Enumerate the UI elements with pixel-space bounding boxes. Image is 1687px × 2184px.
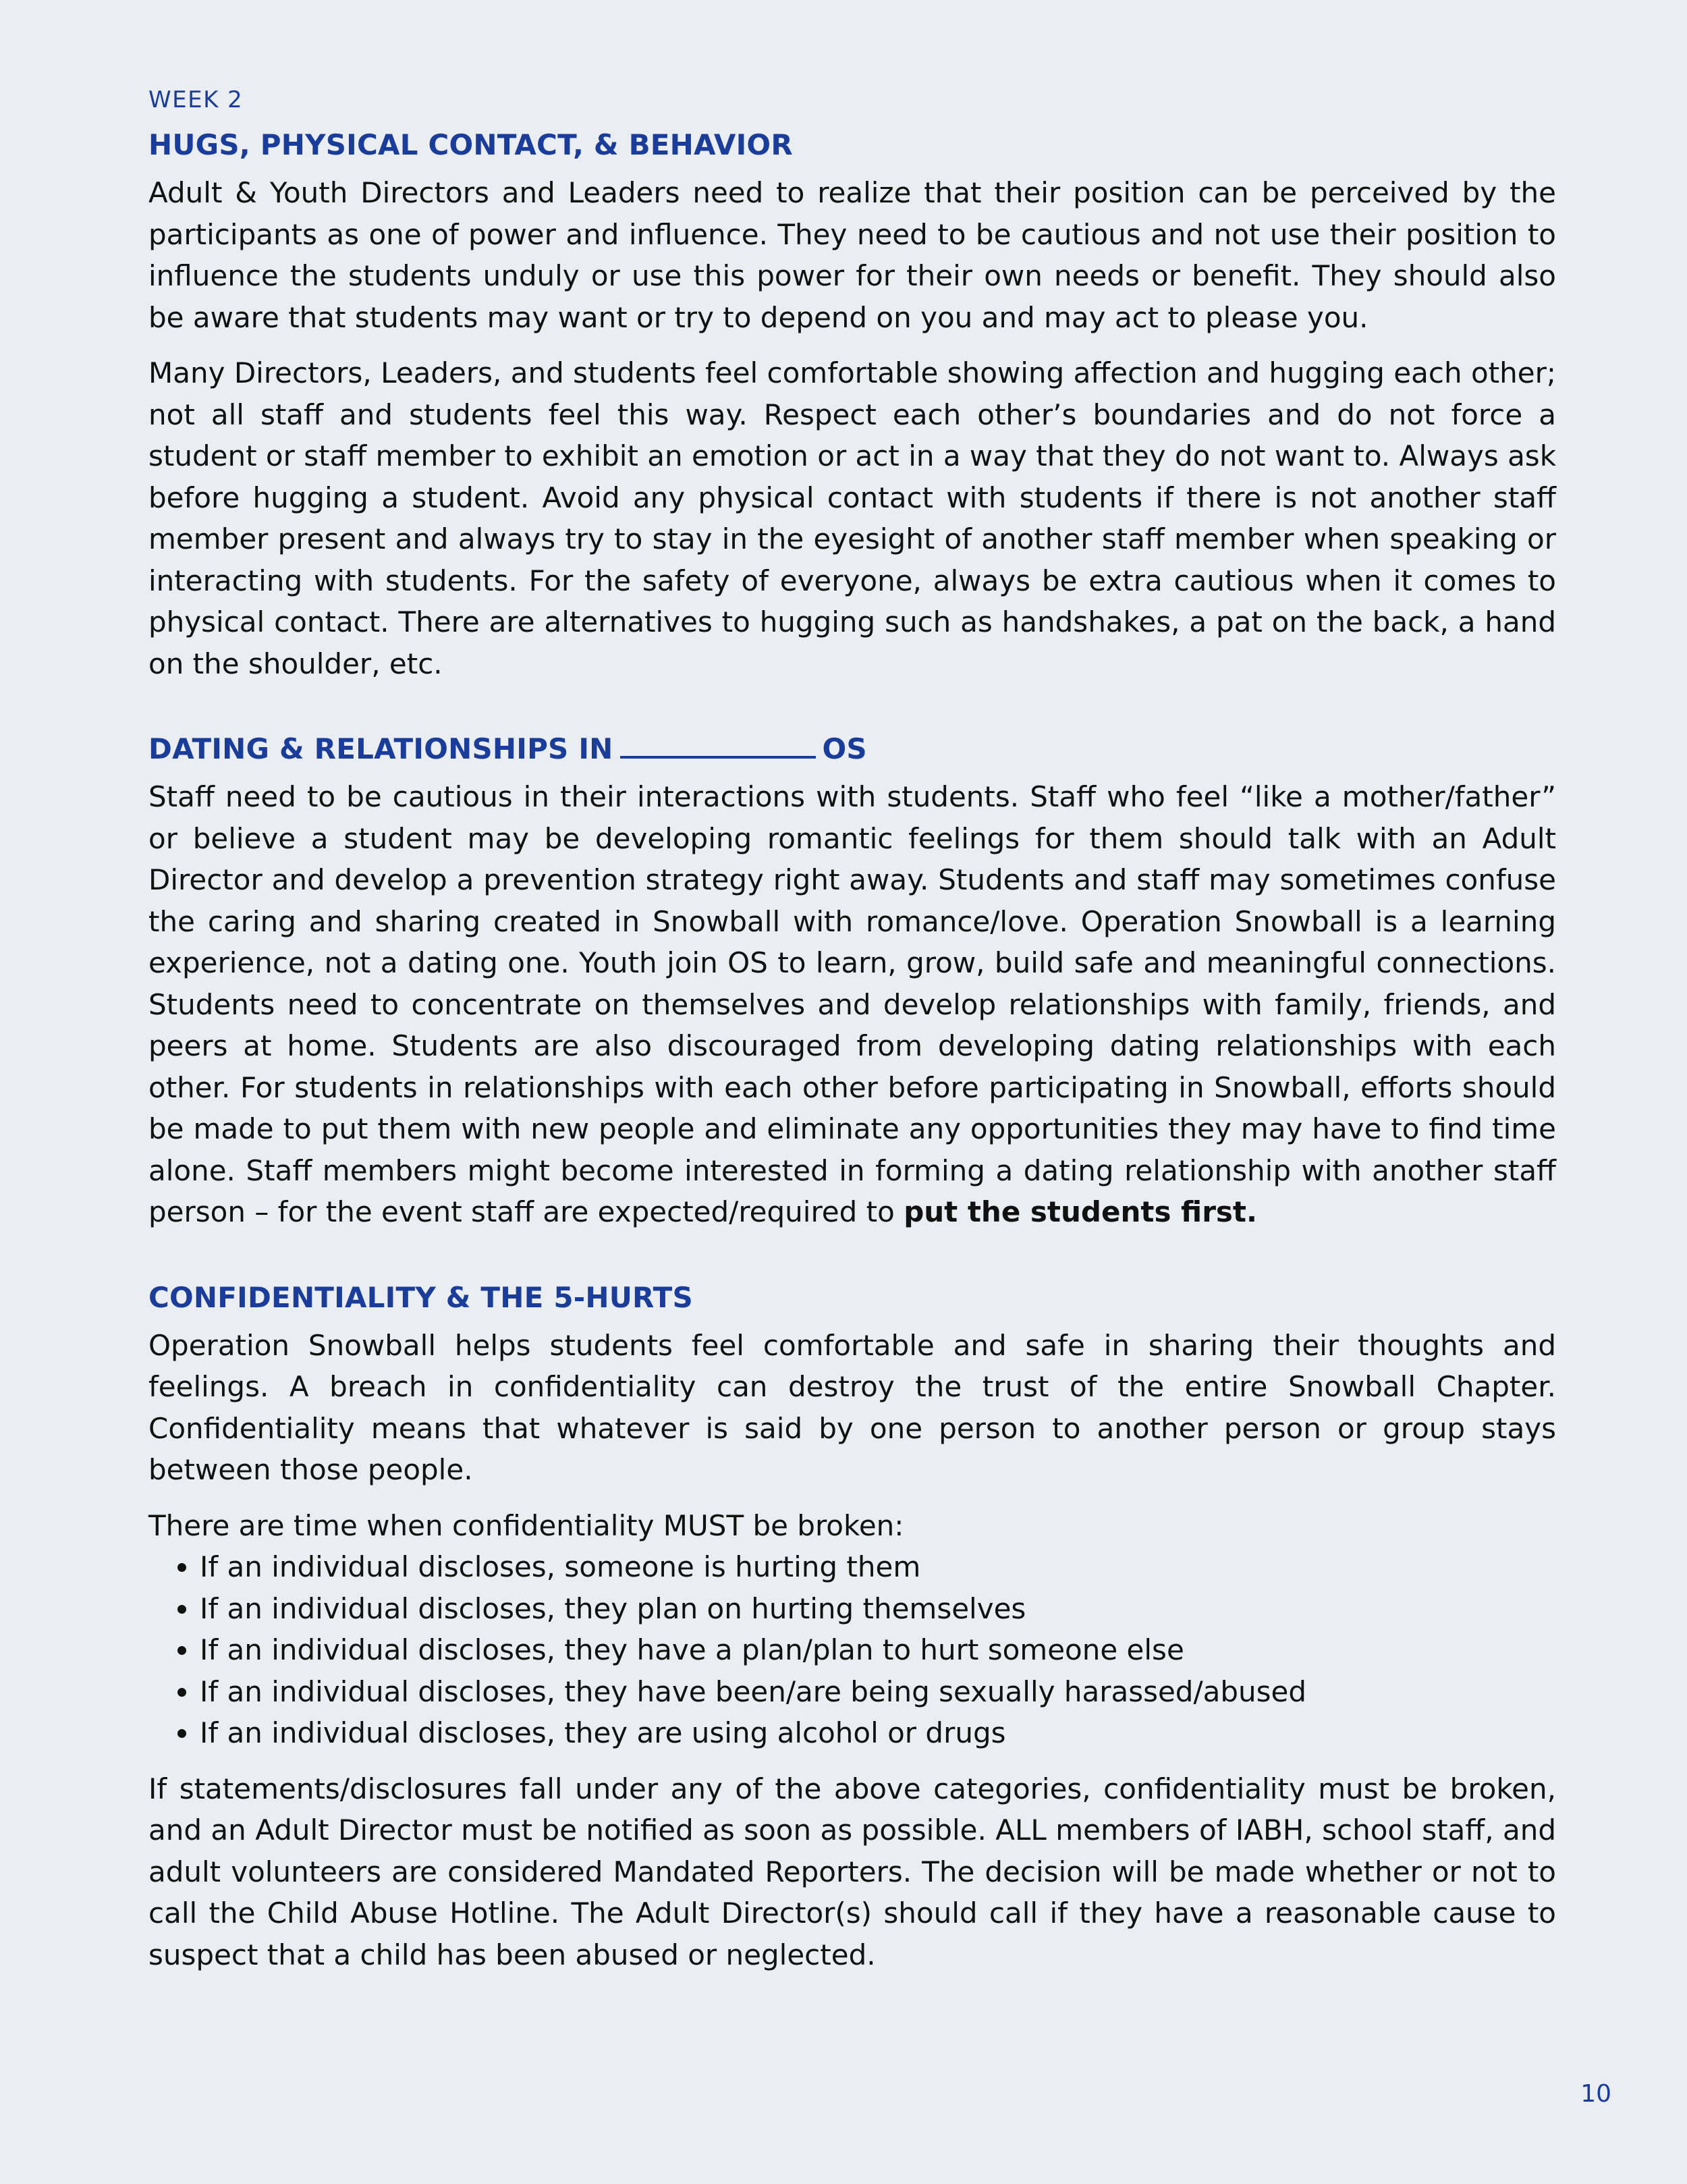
paragraph-confidentiality-2: There are time when confidentiality MUST be broken:	[148, 1508, 904, 1542]
paragraph-confidentiality-3: If statements/disclosures fall under any of the above categories, confidentiality must be broken, and an Adult Director must be notified as soon as possible. ALL members of IABH, school staff, and adult volunteers are considered Mandated Reporters. The decision will be made whether or not to call the Child Abuse Hotline. The Adult Director(s) should call if they have a reasonable cause to suspect that a child has been abused or neglected.	[148, 1772, 1556, 1971]
section-heading-hugs: HUGS, PHYSICAL CONTACT, & BEHAVIOR	[148, 128, 793, 161]
document-page	[148, 86, 1556, 1990]
page-number: 10	[1580, 2080, 1611, 2108]
list-item: • If an individual discloses, they have been/are being sexually harassed/abused	[200, 1671, 1556, 1713]
list-item: • If an individual discloses, they have a plan/plan to hurt someone else	[200, 1629, 1556, 1671]
paragraph-hugs-1: Adult & Youth Directors and Leaders need to realize that their position can be perceived by the participants as one of power and influence. They need to be cautious and not use their position to influence the students unduly or use this power for their own needs or benefit. They should also be aware that students may want or try to depend on you and may act to please you.	[148, 176, 1556, 334]
section-spacer	[148, 1247, 1556, 1281]
emphasis-text: put the students first.	[904, 1195, 1257, 1228]
section-spacer	[148, 699, 1556, 732]
heading-text-start: DATING & RELATIONSHIPS IN	[148, 732, 613, 765]
hurts-list	[148, 1546, 1556, 1754]
paragraph-dating-1	[148, 776, 1556, 1233]
section-heading-confidentiality: CONFIDENTIALITY & THE 5-HURTS	[148, 1280, 693, 1314]
paragraph-hugs-2: Many Directors, Leaders, and students feel comfortable showing affection and hugging each other; not all staff and students feel this way. Respect each other’s boundaries and do not force a student or staff member to exhibit an emotion or act in a way that they do not want to. Always ask before hugging a student. Avoid any physical contact with students if there is not another staff member present and always try to stay in the eyesight of another staff member when speaking or interacting with students. For the safety of everyone, always be extra cautious when it comes to physical contact. There are alternatives to hugging such as handshakes, a pat on the back, a hand on the shoulder, etc.	[148, 356, 1557, 680]
list-item: • If an individual discloses, they are using alcohol or drugs	[200, 1712, 1556, 1754]
week-label: WEEK 2	[148, 86, 244, 113]
heading-text-end: OS	[822, 732, 867, 765]
fill-in-blank-line	[620, 736, 816, 759]
list-item: • If an individual discloses, they plan on hurting themselves	[200, 1588, 1556, 1630]
section-heading-dating	[148, 732, 1556, 765]
paragraph-dating-text: Staff need to be cautious in their interactions with students. Staff who feel “like a mother/father” or believe a student may be developing romantic feelings for them should talk with an Adult Director and develop a prevention strategy right away. Students and staff may sometimes confuse the caring and sharing created in Snowball with romance/love. Operation Snowball is a learning experience, not a dating one. Youth join OS to learn, grow, build safe and meaningful connections. Students need to concentrate on themselves and develop relationships with family, friends, and peers at home. Students are also discouraged from developing dating relationships with each other. For students in relationships with each other before participating in Snowball, efforts should be made to put them with new people and eliminate any opportunities they may have to find time alone. Staff members might become interested in forming a dating relationship with another staff person – for the event staff are expected/required to	[148, 780, 1556, 1228]
list-item: • If an individual discloses, someone is hurting them	[200, 1546, 1556, 1588]
paragraph-confidentiality-1: Operation Snowball helps students feel comfortable and safe in sharing their thoughts and feelings. A breach in confidentiality can destroy the trust of the entire Snowball Chapter. Confidentiality means that whatever is said by one person to another person or group stays between those people.	[148, 1328, 1556, 1486]
